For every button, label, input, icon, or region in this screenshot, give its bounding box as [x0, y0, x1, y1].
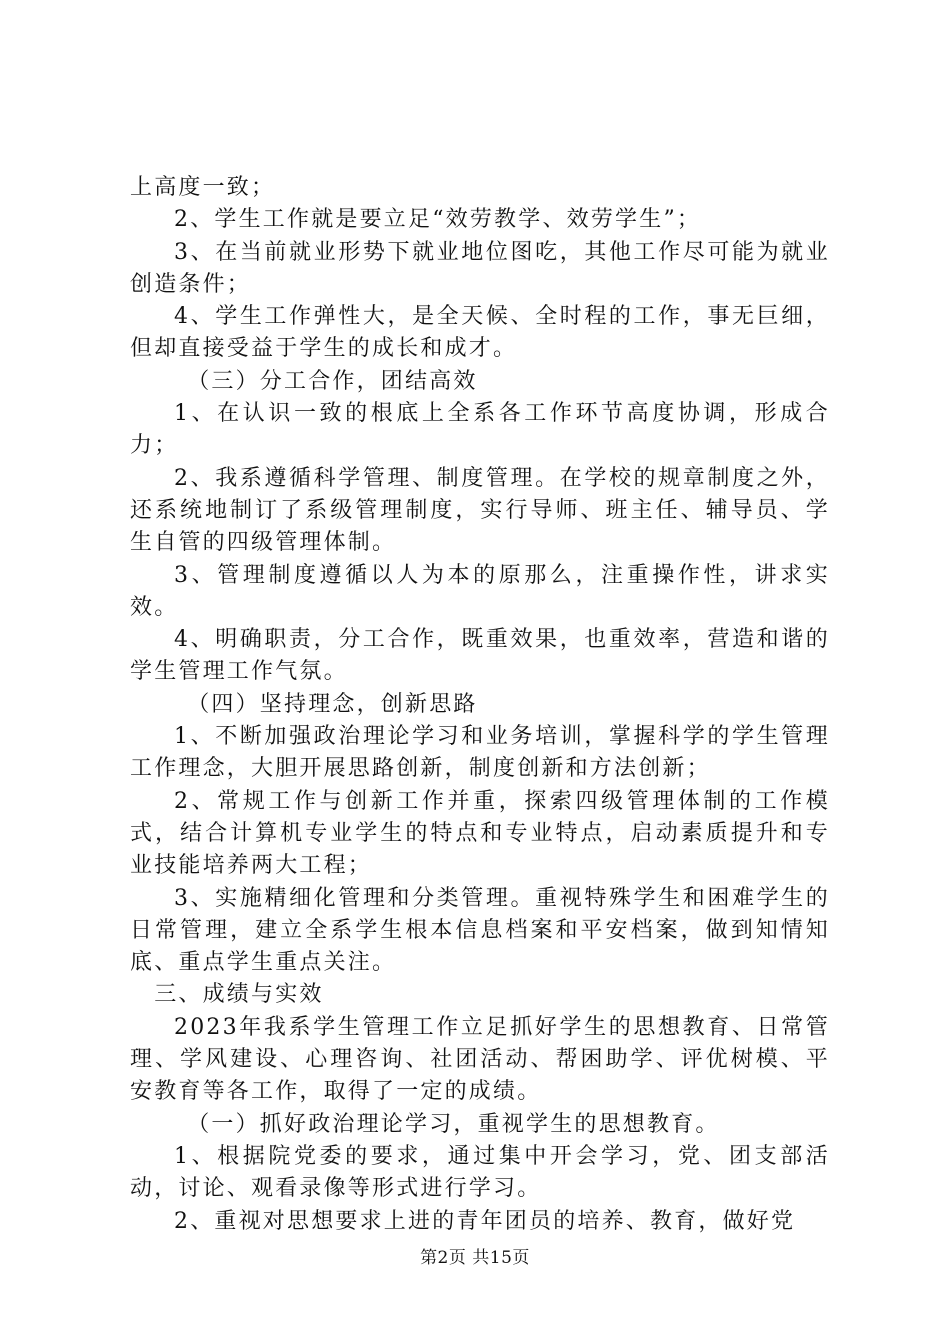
paragraph: 3、实施精细化管理和分类管理。重视特殊学生和困难学生的日常管理，建立全系学生根本信息档案和平安档案，做到知情知底、重点学生重点关注。	[130, 885, 830, 976]
paragraph: 2、常规工作与创新工作并重，探索四级管理体制的工作模式，结合计算机专业学生的特点和专业特点，启动素质提升和专业技能培养两大工程；	[130, 788, 830, 879]
paragraph: 3、在当前就业形势下就业地位图吃，其他工作尽可能为就业创造条件；	[130, 239, 830, 297]
paragraph-continuation: 上高度一致；	[130, 175, 276, 200]
paragraph: 1、根据院党委的要求，通过集中开会学习，党、团支部活动，讨论、观看录像等形式进行学习。	[130, 1143, 830, 1202]
paragraph: 1、在认识一致的根底上全系各工作环节高度协调，形成合力；	[130, 401, 830, 459]
section-heading: （四）坚持理念，创新思路	[187, 691, 478, 717]
paragraph: 2、重视对思想要求上进的青年团员的培养、教育，做好党	[174, 1208, 796, 1234]
paragraph: 4、明确职责，分工合作，既重效果，也重效率，营造和谐的学生管理工作气氛。	[130, 627, 830, 685]
section-heading: （三）分工合作，团结高效	[187, 368, 478, 394]
paragraph: 1、不断加强政治理论学习和业务培训，掌握科学的学生管理工作理念，大胆开展思路创新，制度创新和方法创新；	[130, 724, 830, 782]
document-body	[130, 172, 830, 1238]
section-heading: （一）抓好政治理论学习，重视学生的思想教育。	[187, 1111, 720, 1137]
paragraph: 4、学生工作弹性大，是全天候、全时程的工作，事无巨细，但却直接受益于学生的成长和成才。	[130, 304, 830, 362]
chapter-heading: 三、成绩与实效	[154, 982, 324, 1008]
paragraph: 2023年我系学生管理工作立足抓好学生的思想教育、日常管理、学风建设、心理咨询、社团活动、帮困助学、评优树模、平安教育等各工作，取得了一定的成绩。	[130, 1014, 830, 1105]
paragraph: 2、我系遵循科学管理、制度管理。在学校的规章制度之外，还系统地制订了系级管理制度，实行导师、班主任、辅导员、学生自管的四级管理体制。	[130, 465, 830, 556]
paragraph: 3、管理制度遵循以人为本的原那么，注重操作性，讲求实效。	[130, 562, 830, 620]
paragraph: 2、学生工作就是要立足“效劳教学、效劳学生”；	[174, 207, 702, 233]
page-number-footer: 第2页 共15页	[420, 1248, 530, 1268]
